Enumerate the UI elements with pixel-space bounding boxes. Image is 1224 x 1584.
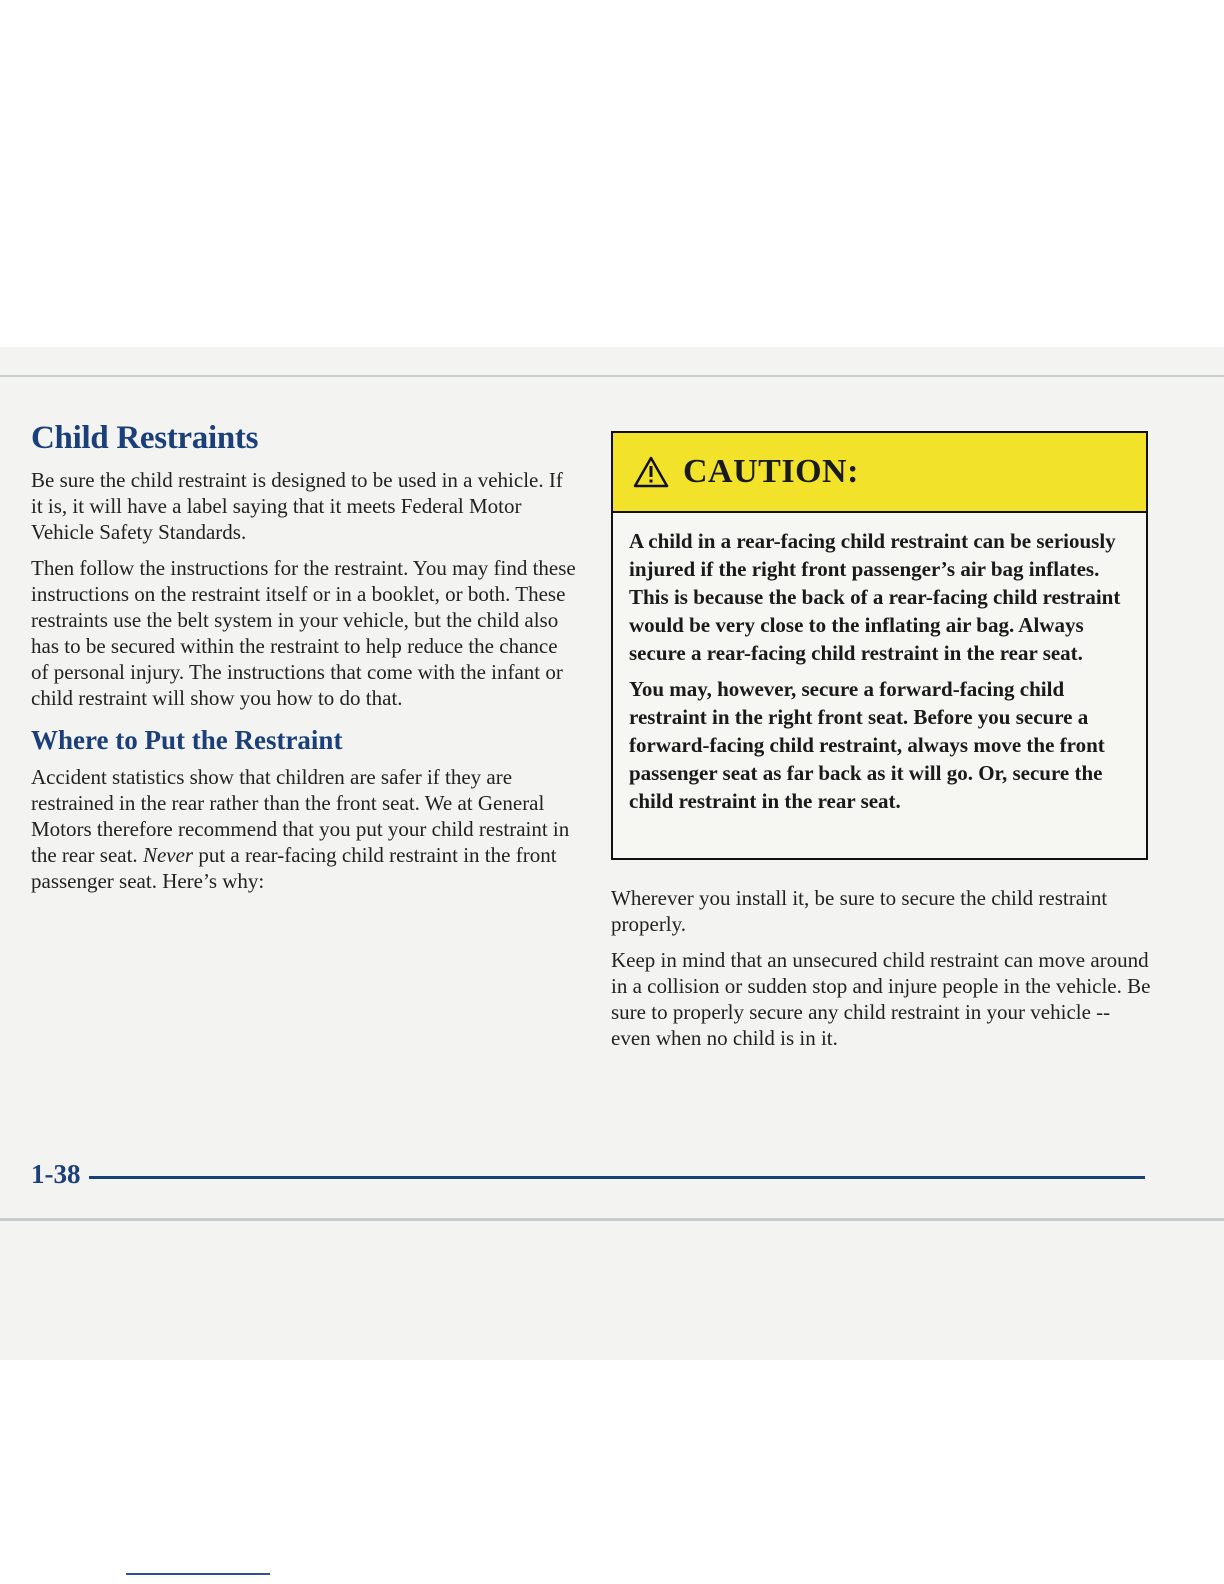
caution-box <box>611 431 1148 860</box>
page-number: 1-38 <box>31 1158 81 1189</box>
left-column <box>31 420 576 904</box>
right-column-text <box>611 885 1151 1061</box>
caution-header <box>613 433 1146 513</box>
top-divider <box>0 375 1224 377</box>
footer-rule <box>89 1176 1146 1179</box>
placement-text-end: put a rear-facing child restraint in the front passenger seat. Here’s why: <box>31 843 557 893</box>
instructions-paragraph: Then follow the instructions for the restraint. You may find these instructions on the restraint itself or in a booklet, or both. These restraints use the belt system in your vehicle, but the child also has to be secured within the restraint to help reduce the chance of personal injury. The instructions that come with the infant or child restraint will show you how to do that. <box>31 556 576 710</box>
placement-paragraph <box>31 764 576 894</box>
placement-text-start: Accident statistics show that children are safer if they are restrained in the rear rather than the front seat. We at General Motors therefore recommend that you put your child restraint in the rear seat. <box>31 765 570 867</box>
unsecured-paragraph: Keep in mind that an unsecured child restraint can move around in a collision or sudden stop and injure people in the vehicle. Be sure to properly secure any child restraint in your vehicle -- even when no child is in it. <box>611 948 1151 1050</box>
install-paragraph: Wherever you install it, be sure to secure the child restraint properly. <box>611 886 1108 936</box>
caution-title: CAUTION: <box>683 453 859 490</box>
placement-emphasis: Never <box>142 843 194 867</box>
bottom-divider <box>0 1218 1224 1221</box>
bottom-link-underline <box>126 1573 270 1575</box>
intro-paragraph: Be sure the child restraint is designed to be used in a vehicle. If it is, it will have a label saying that it meets Federal Motor Vehicle Safety Standards. <box>31 468 563 544</box>
caution-paragraph-1: A child in a rear-facing child restraint can be seriously injured if the right front passenger’s air bag inflates. This is because the back of a rear-facing child restraint would be very close to the inflating air bag. Always secure a rear-facing child restraint in the rear seat. <box>629 529 1121 665</box>
warning-triangle-icon <box>633 456 669 488</box>
caution-body <box>613 513 1146 815</box>
subsection-title: Where to Put the Restraint <box>31 725 343 755</box>
page-title: Child Restraints <box>31 420 259 456</box>
caution-paragraph-2: You may, however, secure a forward-facing child restraint in the right front seat. Before you secure a forward-facing child restraint, always move the front passenger seat as far back as it will go. Or, secure the child restraint in the rear seat. <box>629 677 1105 813</box>
page-footer <box>31 1154 1145 1194</box>
